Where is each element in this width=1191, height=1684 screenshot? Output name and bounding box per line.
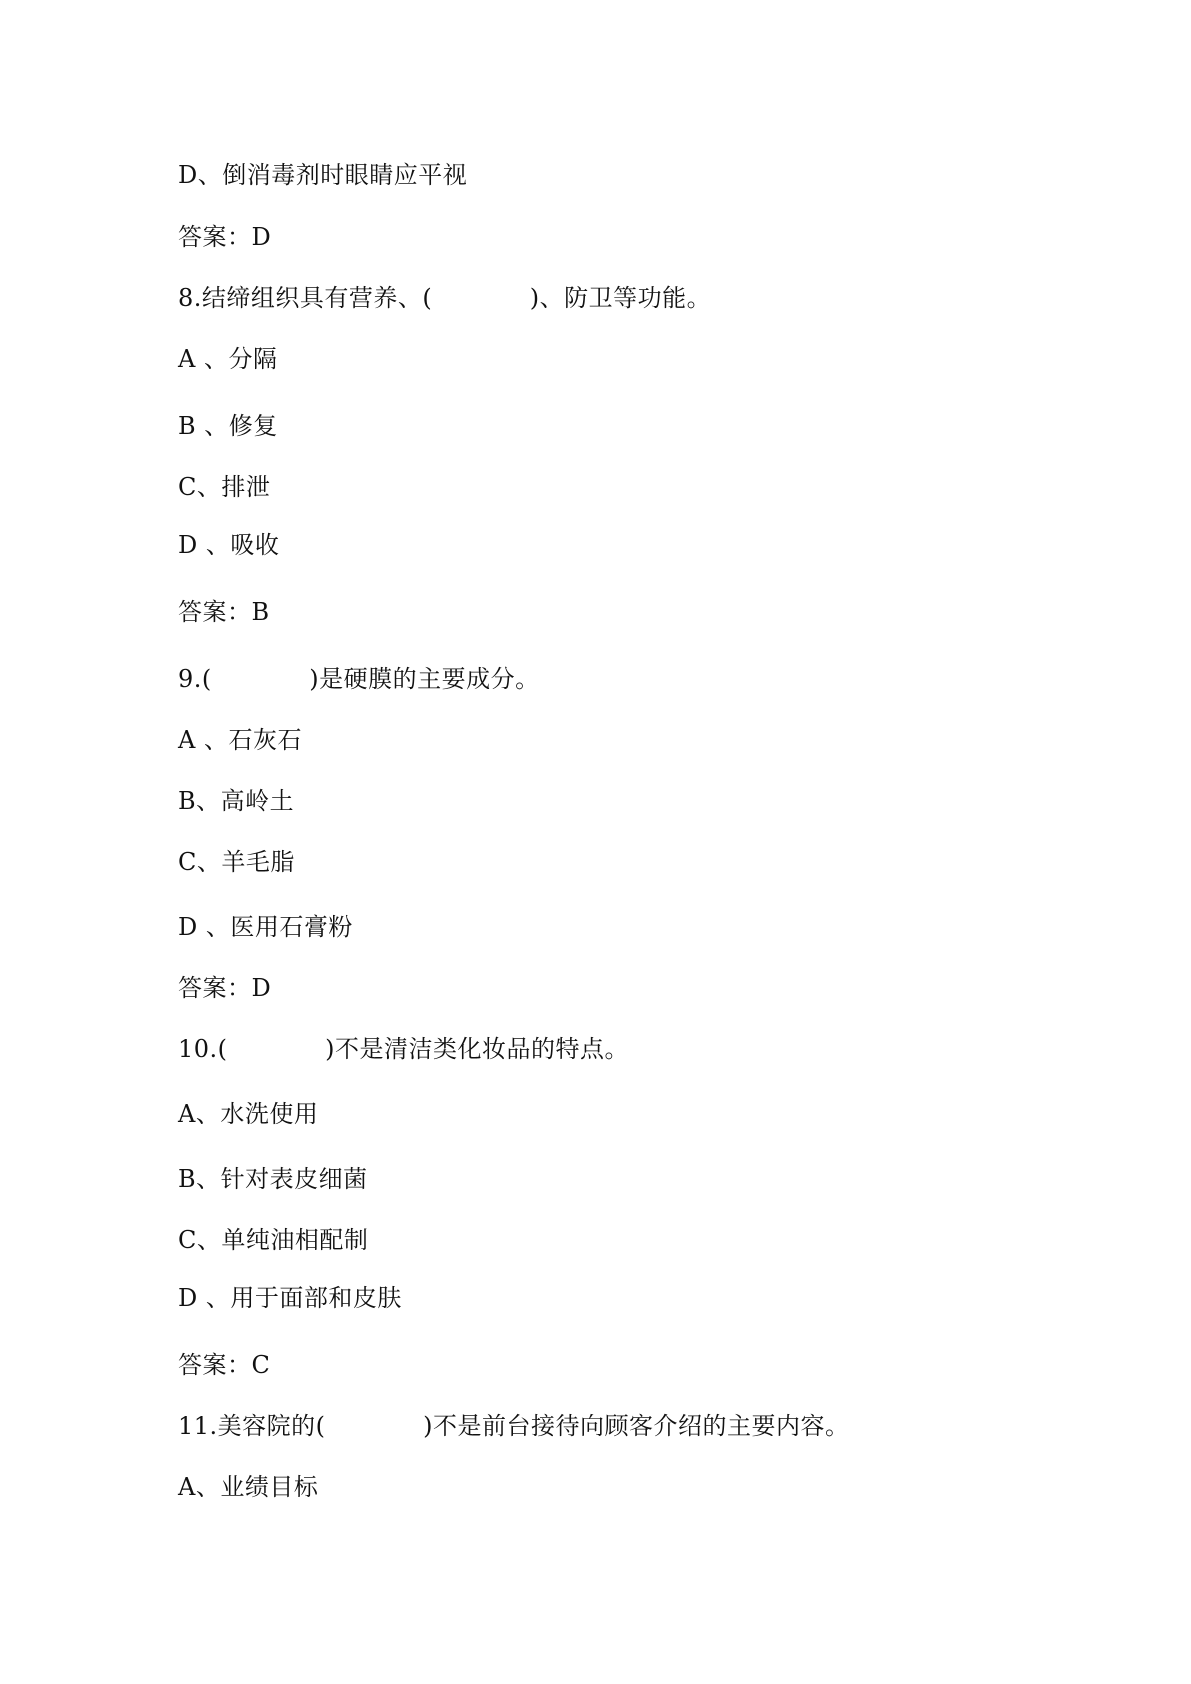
option-a-q8: A 、分隔: [178, 345, 278, 373]
option-b-q8: B 、修复: [178, 412, 278, 440]
option-a-q11: A、业绩目标: [178, 1473, 319, 1501]
question-8: 8.结缔组织具有营养、( )、防卫等功能。: [178, 284, 712, 312]
question-11: 11.美容院的( )不是前台接待向顾客介绍的主要内容。: [178, 1412, 850, 1440]
answer-q8: 答案：B: [178, 598, 270, 626]
option-d-q8: D 、吸收: [178, 531, 280, 559]
answer-q9: 答案：D: [178, 974, 272, 1002]
question-10: 10.( )不是清洁类化妆品的特点。: [178, 1035, 629, 1063]
option-a-q10: A、水洗使用: [178, 1100, 319, 1128]
option-c-q10: C、单纯油相配制: [178, 1226, 369, 1254]
option-c-q8: C、排泄: [178, 473, 271, 501]
option-a-q9: A 、石灰石: [178, 726, 302, 754]
answer-q10: 答案：C: [178, 1351, 271, 1379]
option-d-q9: D 、医用石膏粉: [178, 913, 353, 941]
option-b-q9: B、高岭土: [178, 787, 295, 815]
option-d-q7: D、倒消毒剂时眼睛应平视: [178, 161, 468, 189]
question-9: 9.( )是硬膜的主要成分。: [178, 665, 540, 693]
option-d-q10: D 、用于面部和皮肤: [178, 1284, 402, 1312]
option-b-q10: B、针对表皮细菌: [178, 1165, 368, 1193]
option-c-q9: C、羊毛脂: [178, 848, 295, 876]
answer-q7: 答案：D: [178, 223, 272, 251]
